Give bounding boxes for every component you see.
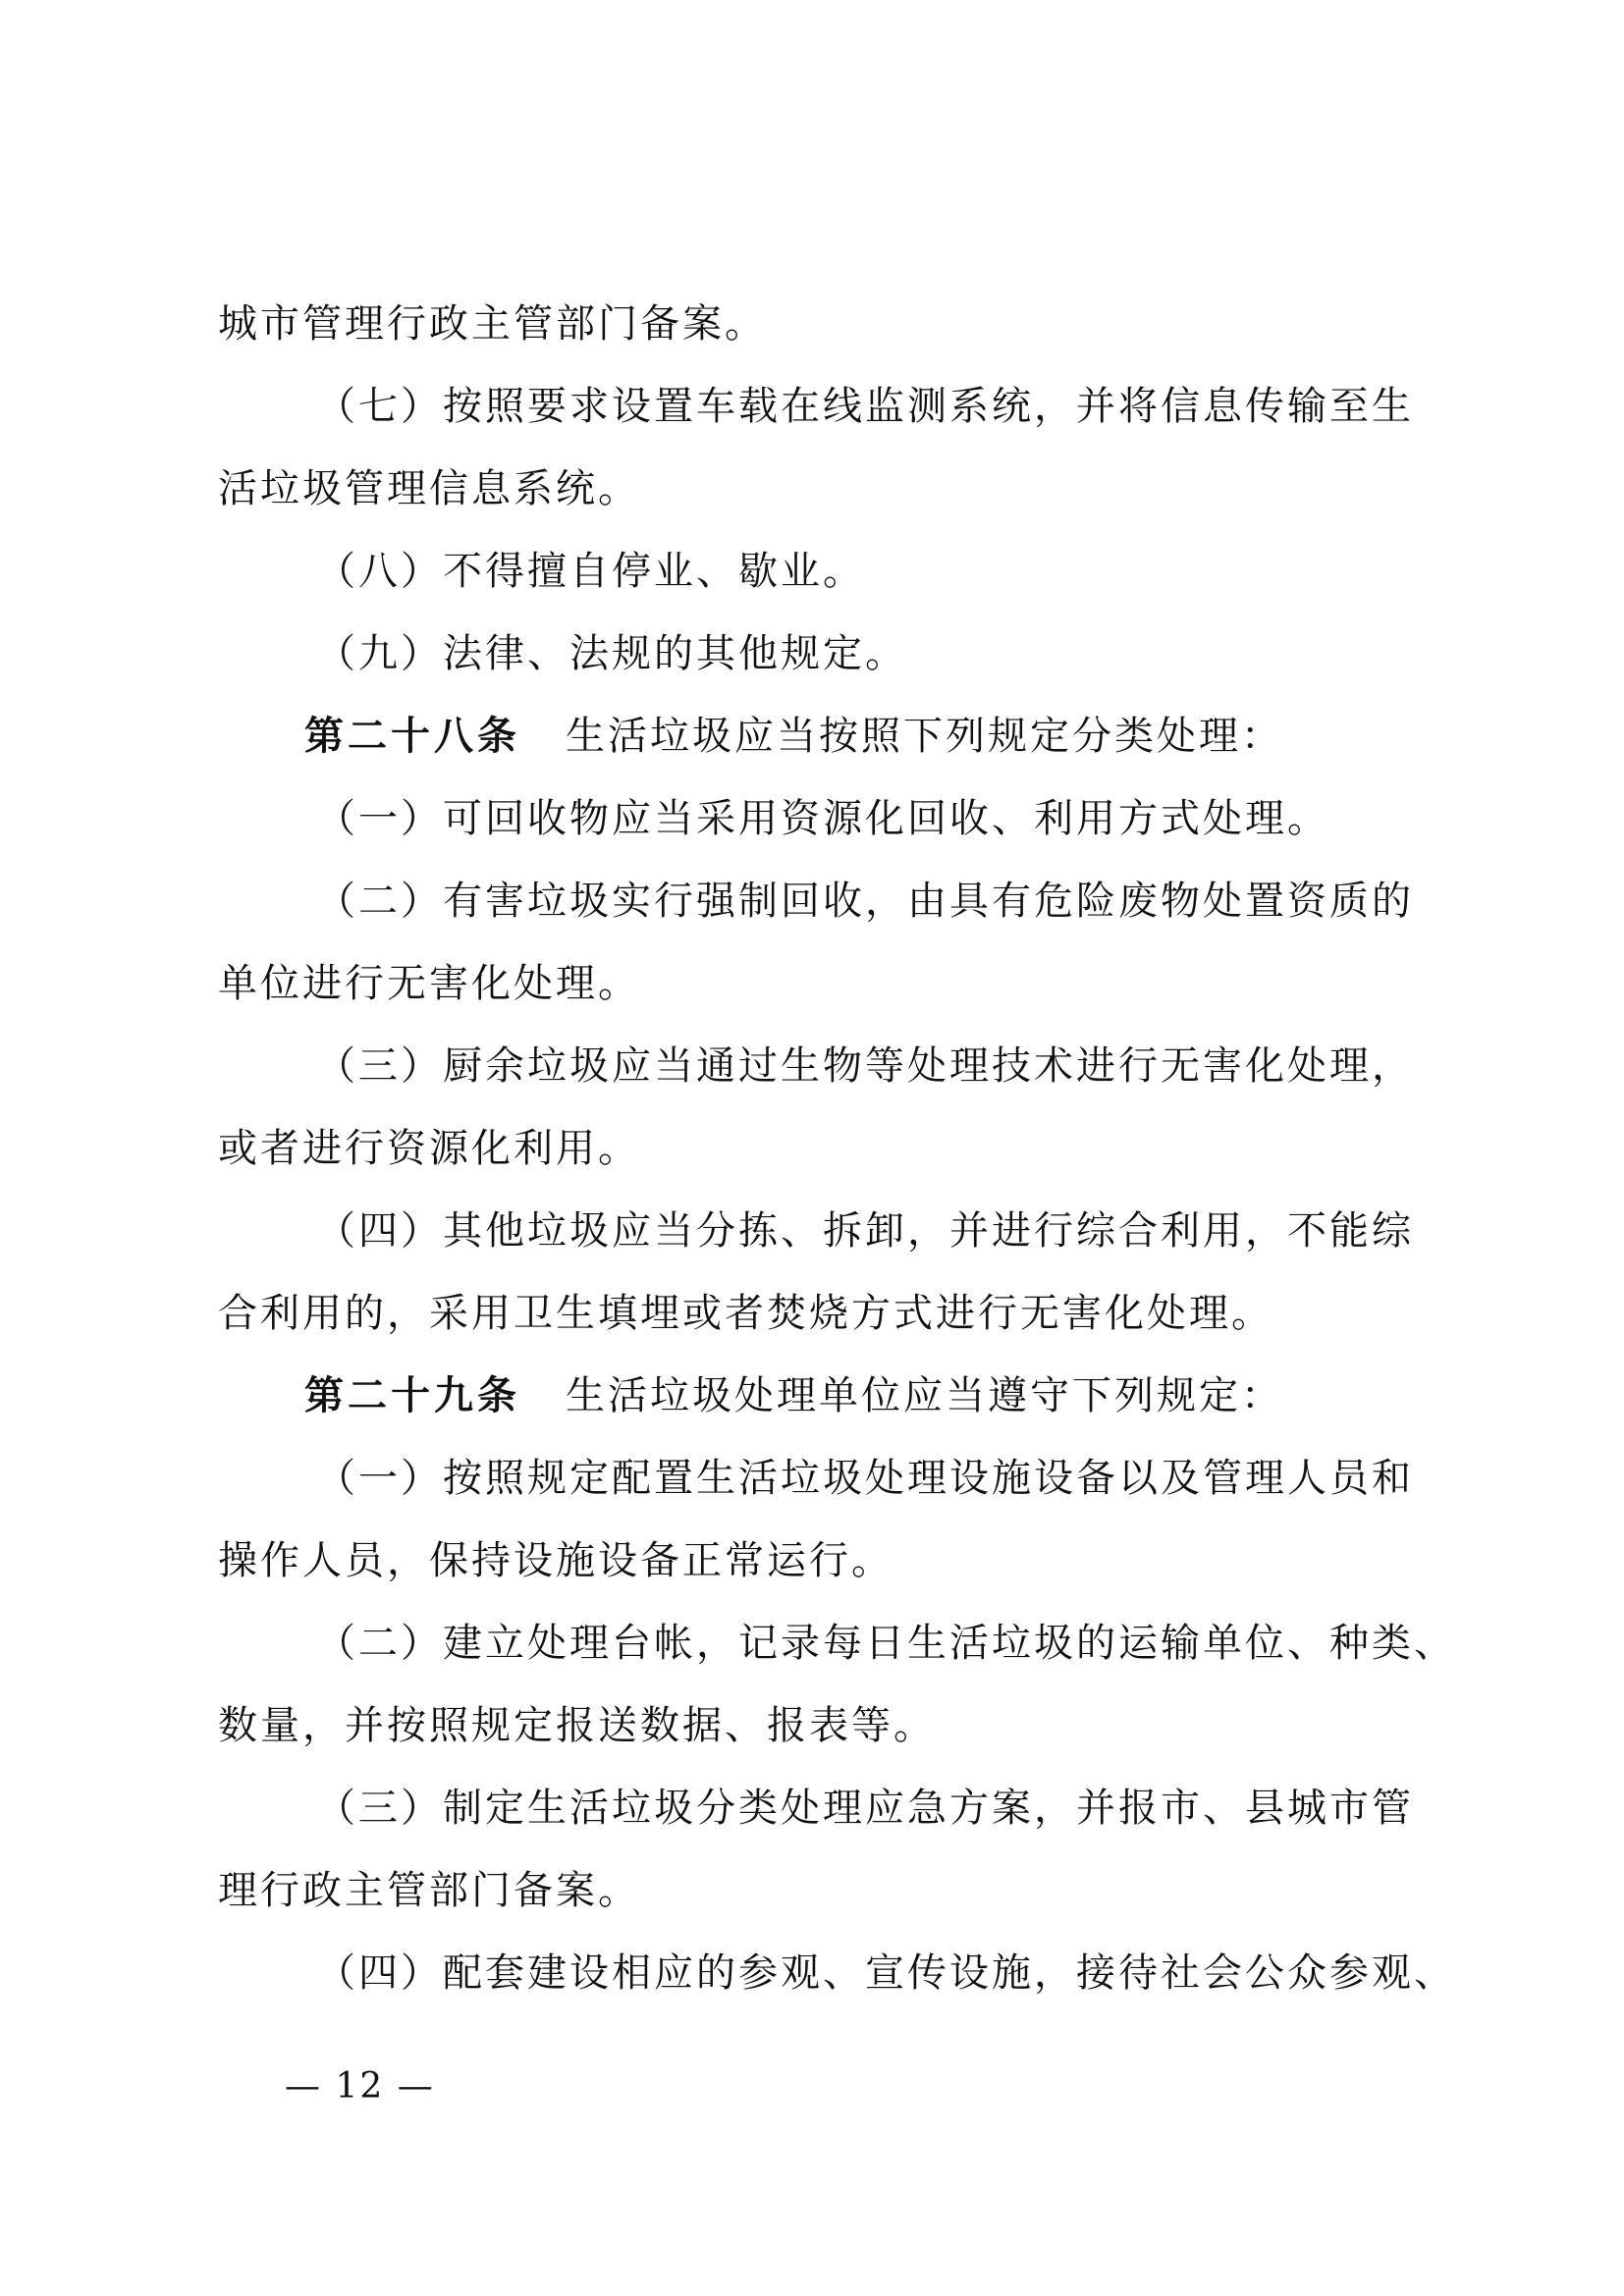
text-line: 合利用的，采用卫生填埋或者焚烧方式进行无害化处理。 bbox=[218, 1291, 1273, 1336]
text-line: （一）按照规定配置生活垃圾处理设施设备以及管理人员和 bbox=[316, 1456, 1414, 1501]
article-text: 生活垃圾处理单位应当遵守下列规定： bbox=[566, 1373, 1283, 1418]
text-line: 数量，并按照规定报送数据、报表等。 bbox=[218, 1703, 936, 1748]
article-text: 生活垃圾应当按照下列规定分类处理： bbox=[566, 714, 1283, 759]
article-28 bbox=[304, 709, 1283, 764]
text-line: 理行政主管部门备案。 bbox=[218, 1868, 640, 1913]
article-title: 第二十八条 bbox=[304, 714, 520, 759]
text-line: 城市管理行政主管部门备案。 bbox=[218, 301, 767, 347]
text-line: （三）制定生活垃圾分类处理应急方案，并报市、县城市管 bbox=[316, 1786, 1414, 1831]
text-line: （九）法律、法规的其他规定。 bbox=[316, 631, 907, 676]
text-line: （四）配套建设相应的参观、宣传设施，接待社会公众参观、 bbox=[316, 1950, 1456, 1996]
article-29 bbox=[304, 1368, 1283, 1423]
text-line: 活垃圾管理信息系统。 bbox=[218, 466, 640, 511]
text-line: 单位进行无害化处理。 bbox=[218, 961, 640, 1006]
page-number: — 12 — bbox=[285, 2066, 435, 2107]
text-line: 或者进行资源化利用。 bbox=[218, 1126, 640, 1171]
text-line: （三）厨余垃圾应当通过生物等处理技术进行无害化处理， bbox=[316, 1043, 1414, 1089]
text-line: （二）有害垃圾实行强制回收，由具有危险废物处置资质的 bbox=[316, 879, 1414, 924]
text-line: （四）其他垃圾应当分拣、拆卸，并进行综合利用，不能综 bbox=[316, 1208, 1414, 1254]
text-line: （七）按照要求设置车载在线监测系统，并将信息传输至生 bbox=[316, 384, 1414, 429]
text-line: （二）建立处理台帐，记录每日生活垃圾的运输单位、种类、 bbox=[316, 1621, 1456, 1666]
article-title: 第二十九条 bbox=[304, 1373, 520, 1418]
text-line: （一）可回收物应当采用资源化回收、利用方式处理。 bbox=[316, 796, 1329, 841]
text-line: （八）不得擅自停业、歇业。 bbox=[316, 549, 865, 594]
text-line: 操作人员，保持设施设备正常运行。 bbox=[218, 1538, 893, 1583]
